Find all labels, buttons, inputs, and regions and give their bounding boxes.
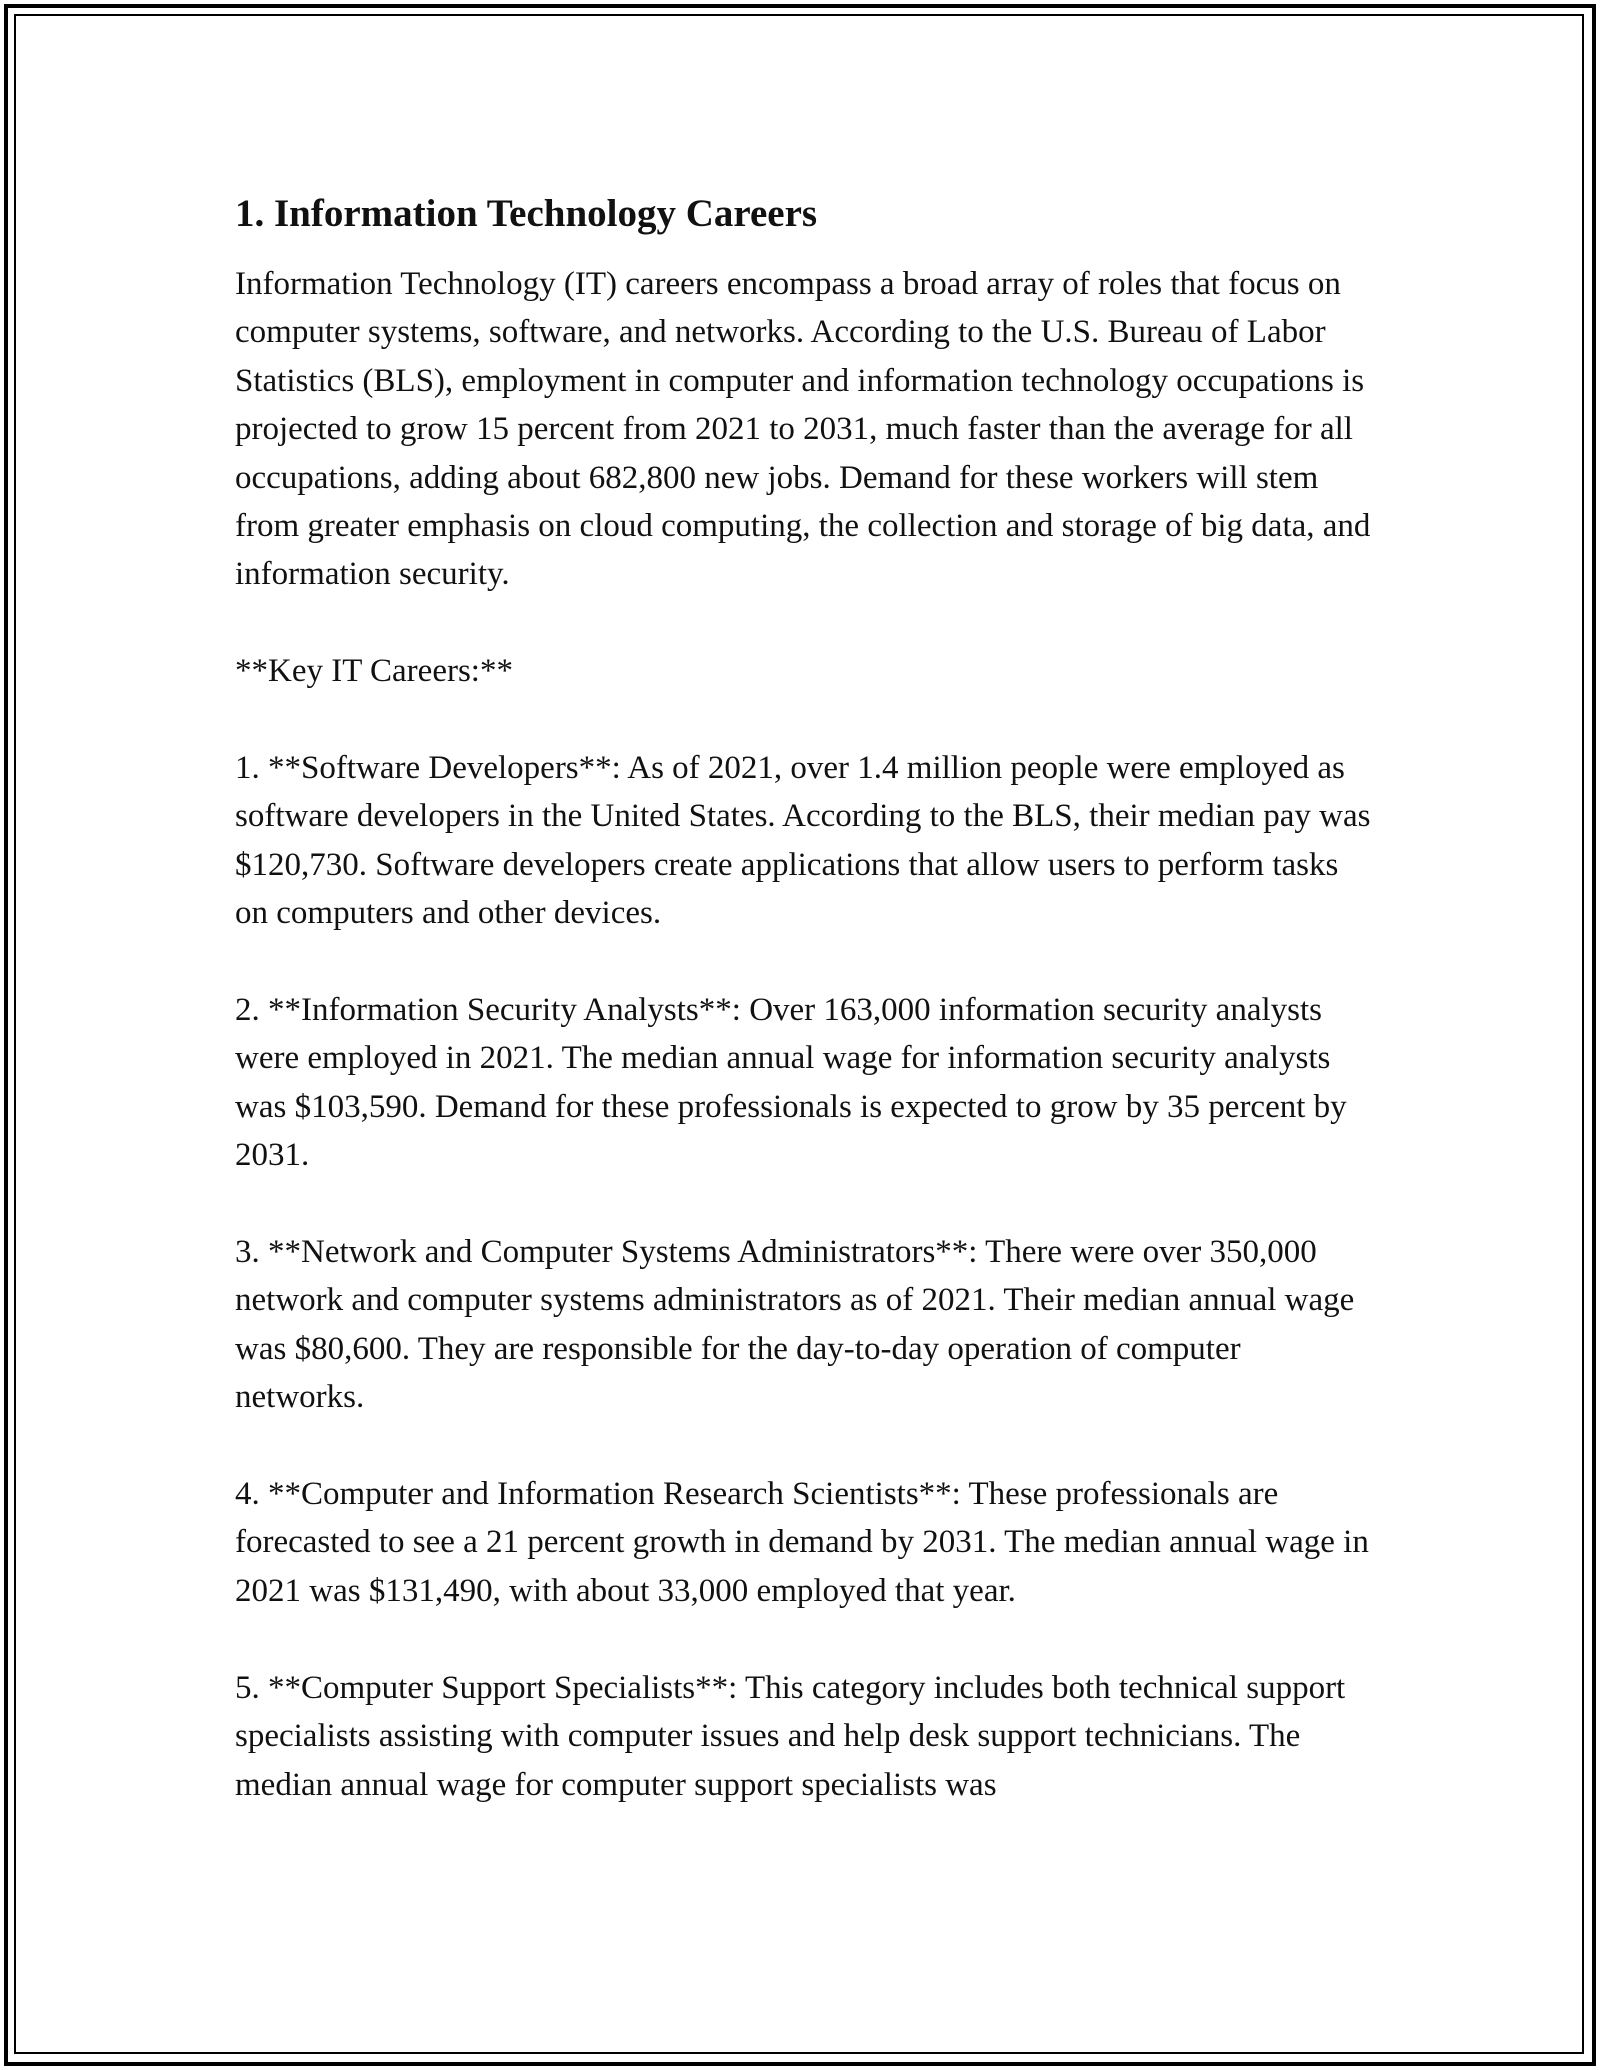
intro-paragraph: Information Technology (IT) careers encompass a broad array of roles that focus on computer systems, software, and networks. According to the U.S. Bureau of Labor Statistics (BLS), employment in computer and information technology occupations is projected to grow 15 percent from 2021 to 2031, much faster than the average for all occupations, adding about 682,800 new jobs. Demand for these workers will stem from greater emphasis on cloud computing, the collection and storage of big data, and information security. [235, 266, 1371, 593]
career-item-support-specialists: 5. **Computer Support Specialists**: This category includes both technical support specialists assisting with computer issues and help desk support technicians. The median annual wage for computer support specialists was [235, 1669, 1346, 1803]
career-item-software-developers: 1. **Software Developers**: As of 2021, over 1.4 million people were employed as software developers in the United States. According to the BLS, their median pay was $120,730. Software developers create applications that allow users to perform tasks on computers and other devices. [235, 750, 1371, 932]
section-heading: 1. Information Technology Careers [235, 192, 818, 235]
key-careers-label: **Key IT Careers:** [235, 653, 513, 690]
career-item-network-administrators: 3. **Network and Computer Systems Administrators**: There were over 350,000 network and computer systems administrators as of 2021. Their median annual wage was $80,600. They are responsible for the day-to-day operation of computer networks. [235, 1234, 1355, 1416]
career-item-research-scientists: 4. **Computer and Information Research Scientists**: These professionals are forecasted to see a 21 percent growth in demand by 2031. The median annual wage in 2021 was $131,490, with about 33,000 employed that year. [235, 1476, 1369, 1609]
document-body [235, 186, 1375, 1857]
career-item-security-analysts: 2. **Information Security Analysts**: Over 163,000 information security analysts were employed in 2021. The median annual wage for information security analysts was $103,590. Demand for these professionals is expected to grow by 35 percent by 2031. [235, 992, 1347, 1174]
